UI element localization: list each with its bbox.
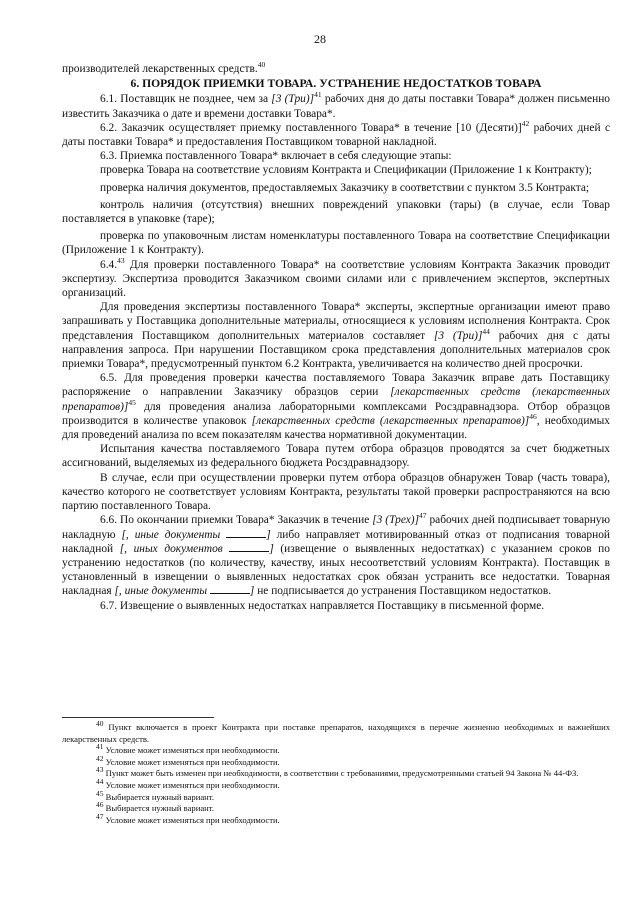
list-item: проверка наличия документов, предоставляемых Заказчику в соответствии с пунктом 3.5 Контракта; xyxy=(100,181,590,194)
footnote-ref: 44 xyxy=(482,326,490,336)
paragraph-6-4-expertise: Для проведения экспертизы поставленного Товара* эксперты, экспертные организации имеют право запрашивать у Поставщика дополнительные материалы, относящиеся к условиям исполнения Контракта. Срок представления Поставщиком дополнительных материалов составляет [3 (Три)]$^{44}$ рабочих дня с даты направления запроса. При нарушении Поставщиком срока представления дополнительных материалов срок приемки Товара*, предусмотренный пунктом 6.2 Контракта, увеличивается на количество дней просрочки. xyxy=(62,301,611,371)
fill-in-blank xyxy=(226,528,266,538)
footnotes xyxy=(62,719,610,826)
fill-in-blank xyxy=(229,542,269,552)
paragraph-6-6: 6.6. По окончании приемки Товара* Заказчик в течение [3 (Трех)]$^{47}$ рабочих дней подписывает товарную накладную [, иные документы ] либо направляет мотивированный отказ от подписания товарной накладной [, иных документов ] (извещение о выявленных недостатках) с указанием сроков по устранению недостатков (по количеству, качеству, иных несоответствий условиям Контракта). Поставщик в установленный в извещении о выявленных недостатках срок обязан устранить все недостатки. Товарная накладная [, иные документы ] не подписывается до устранения Поставщиком недостатков. xyxy=(62,511,611,598)
paragraph-6-2: 6.2. Заказчик осуществляет приемку поставленного Товара* в течение [10 (Десяти)]$^{42}$ рабочих дней с даты поставки Товара* и предоставления Поставщиком товарной накладной. xyxy=(62,119,610,149)
list-item: контроль наличия (отсутствия) внешних повреждений упаковки (тары) (в случае, если Товар поставляется в упаковке (таре); xyxy=(62,198,610,226)
footnote-ref: 43 xyxy=(117,255,125,265)
paragraph-6-7: 6.7. Извещение о выявленных недостатках направляется Поставщику в письменной форме. xyxy=(100,599,545,612)
paragraph-6-1: 6.1. Поставщик не позднее, чем за [3 (Три)]$^{41}$ рабочих дня до даты поставки Товара* должен письменно известить Заказчика о дате и времени доставки Товара*. xyxy=(62,90,610,120)
paragraph-6-5-testing: Испытания качества поставляемого Товара путем отбора образцов проводятся за счет бюджетных ассигнований, выделяемых из федерального бюджета Росздравнадзору. xyxy=(62,443,610,470)
footnote-ref: 42 xyxy=(521,119,530,129)
footnote: $^{42}$ Условие может изменяться при необходимости. xyxy=(96,753,280,767)
footnote: $^{46}$ Выбирается нужный вариант. xyxy=(96,800,214,814)
section-heading: 6. ПОРЯДОК ПРИЕМКИ ТОВАРА. УСТРАНЕНИЕ НЕДОСТАТКОВ ТОВАРА xyxy=(130,77,542,91)
footnote-ref: 40 xyxy=(257,60,266,70)
footnote: $^{44}$ Условие может изменяться при необходимости. xyxy=(96,777,280,790)
document-body xyxy=(62,62,610,613)
footnote-ref: 45 xyxy=(128,397,136,407)
footnote-ref: 47 xyxy=(419,511,427,521)
paragraph-top-line: производителей лекарственных средств.$^{40}$ xyxy=(62,60,266,75)
footnote: $^{47}$ Условие может изменяться при необходимости. xyxy=(96,811,280,825)
paragraph-6-3: 6.3. Приемка поставленного Товара* включает в себя следующие этапы: xyxy=(100,150,452,163)
page-number: 28 xyxy=(314,32,326,46)
list-item: проверка Товара на соответствие условиям Контракта и Спецификации (Приложение 1 к Контракту); xyxy=(100,164,592,177)
footnote: $^{43}$ Пункт может быть изменен при необходимости, в соответствии с требованиями, предусмотренными статьей 94 Закона № 44-ФЗ. xyxy=(96,765,579,779)
footnote-ref: 46 xyxy=(529,412,537,422)
footnote-ref: 41 xyxy=(314,90,322,100)
footnote: $^{40}$ Пункт включается в проект Контракта при поставке препаратов, находящихся в перечне жизненно необходимых и важнейших лекарственных средств. xyxy=(62,719,610,744)
footnote-separator xyxy=(62,717,214,718)
footnote: $^{41}$ Условие может изменяться при необходимости. xyxy=(96,742,280,756)
paragraph-6-5-defects: В случае, если при осуществлении проверки путем отбора образцов обнаружен Товар (часть товара), качество которого не соответствует условиям Контракта, результаты такой проверки распространяются на всю партию поставленного Товара. xyxy=(62,471,610,513)
paragraph-6-4: 6.4.43 Для проверки поставленного Товара* на соответствие условиям Контракта Заказчик проводит экспертизу. Экспертиза проводится Заказчиком своими силами или с привлечением экспертов, экспертных организаций. xyxy=(62,255,610,300)
fill-in-blank xyxy=(210,584,250,594)
list-item: проверка по упаковочным листам номенклатуры поставленного Товара на соответствие Спецификации (Приложение 1 к Контракту). xyxy=(62,230,610,257)
paragraph-6-5: 6.5. Для проведения проверки качества поставляемого Товара Заказчик вправе дать Поставщику распоряжение о направлении Заказчику образцов серии [лекарственных средств (лекарственных препаратов)]$^{45}$ для проведения анализа лабораторными комплексами Росздравнадзора. Отбор образцов производится в количестве упаковок [лекарственных средств (лекарственных препаратов)]$^{46}$, необходимых для проведений анализа по всем показателям качества нормативной документации. xyxy=(62,372,610,442)
footnote: $^{45}$ Выбирается нужный вариант. xyxy=(96,788,214,802)
